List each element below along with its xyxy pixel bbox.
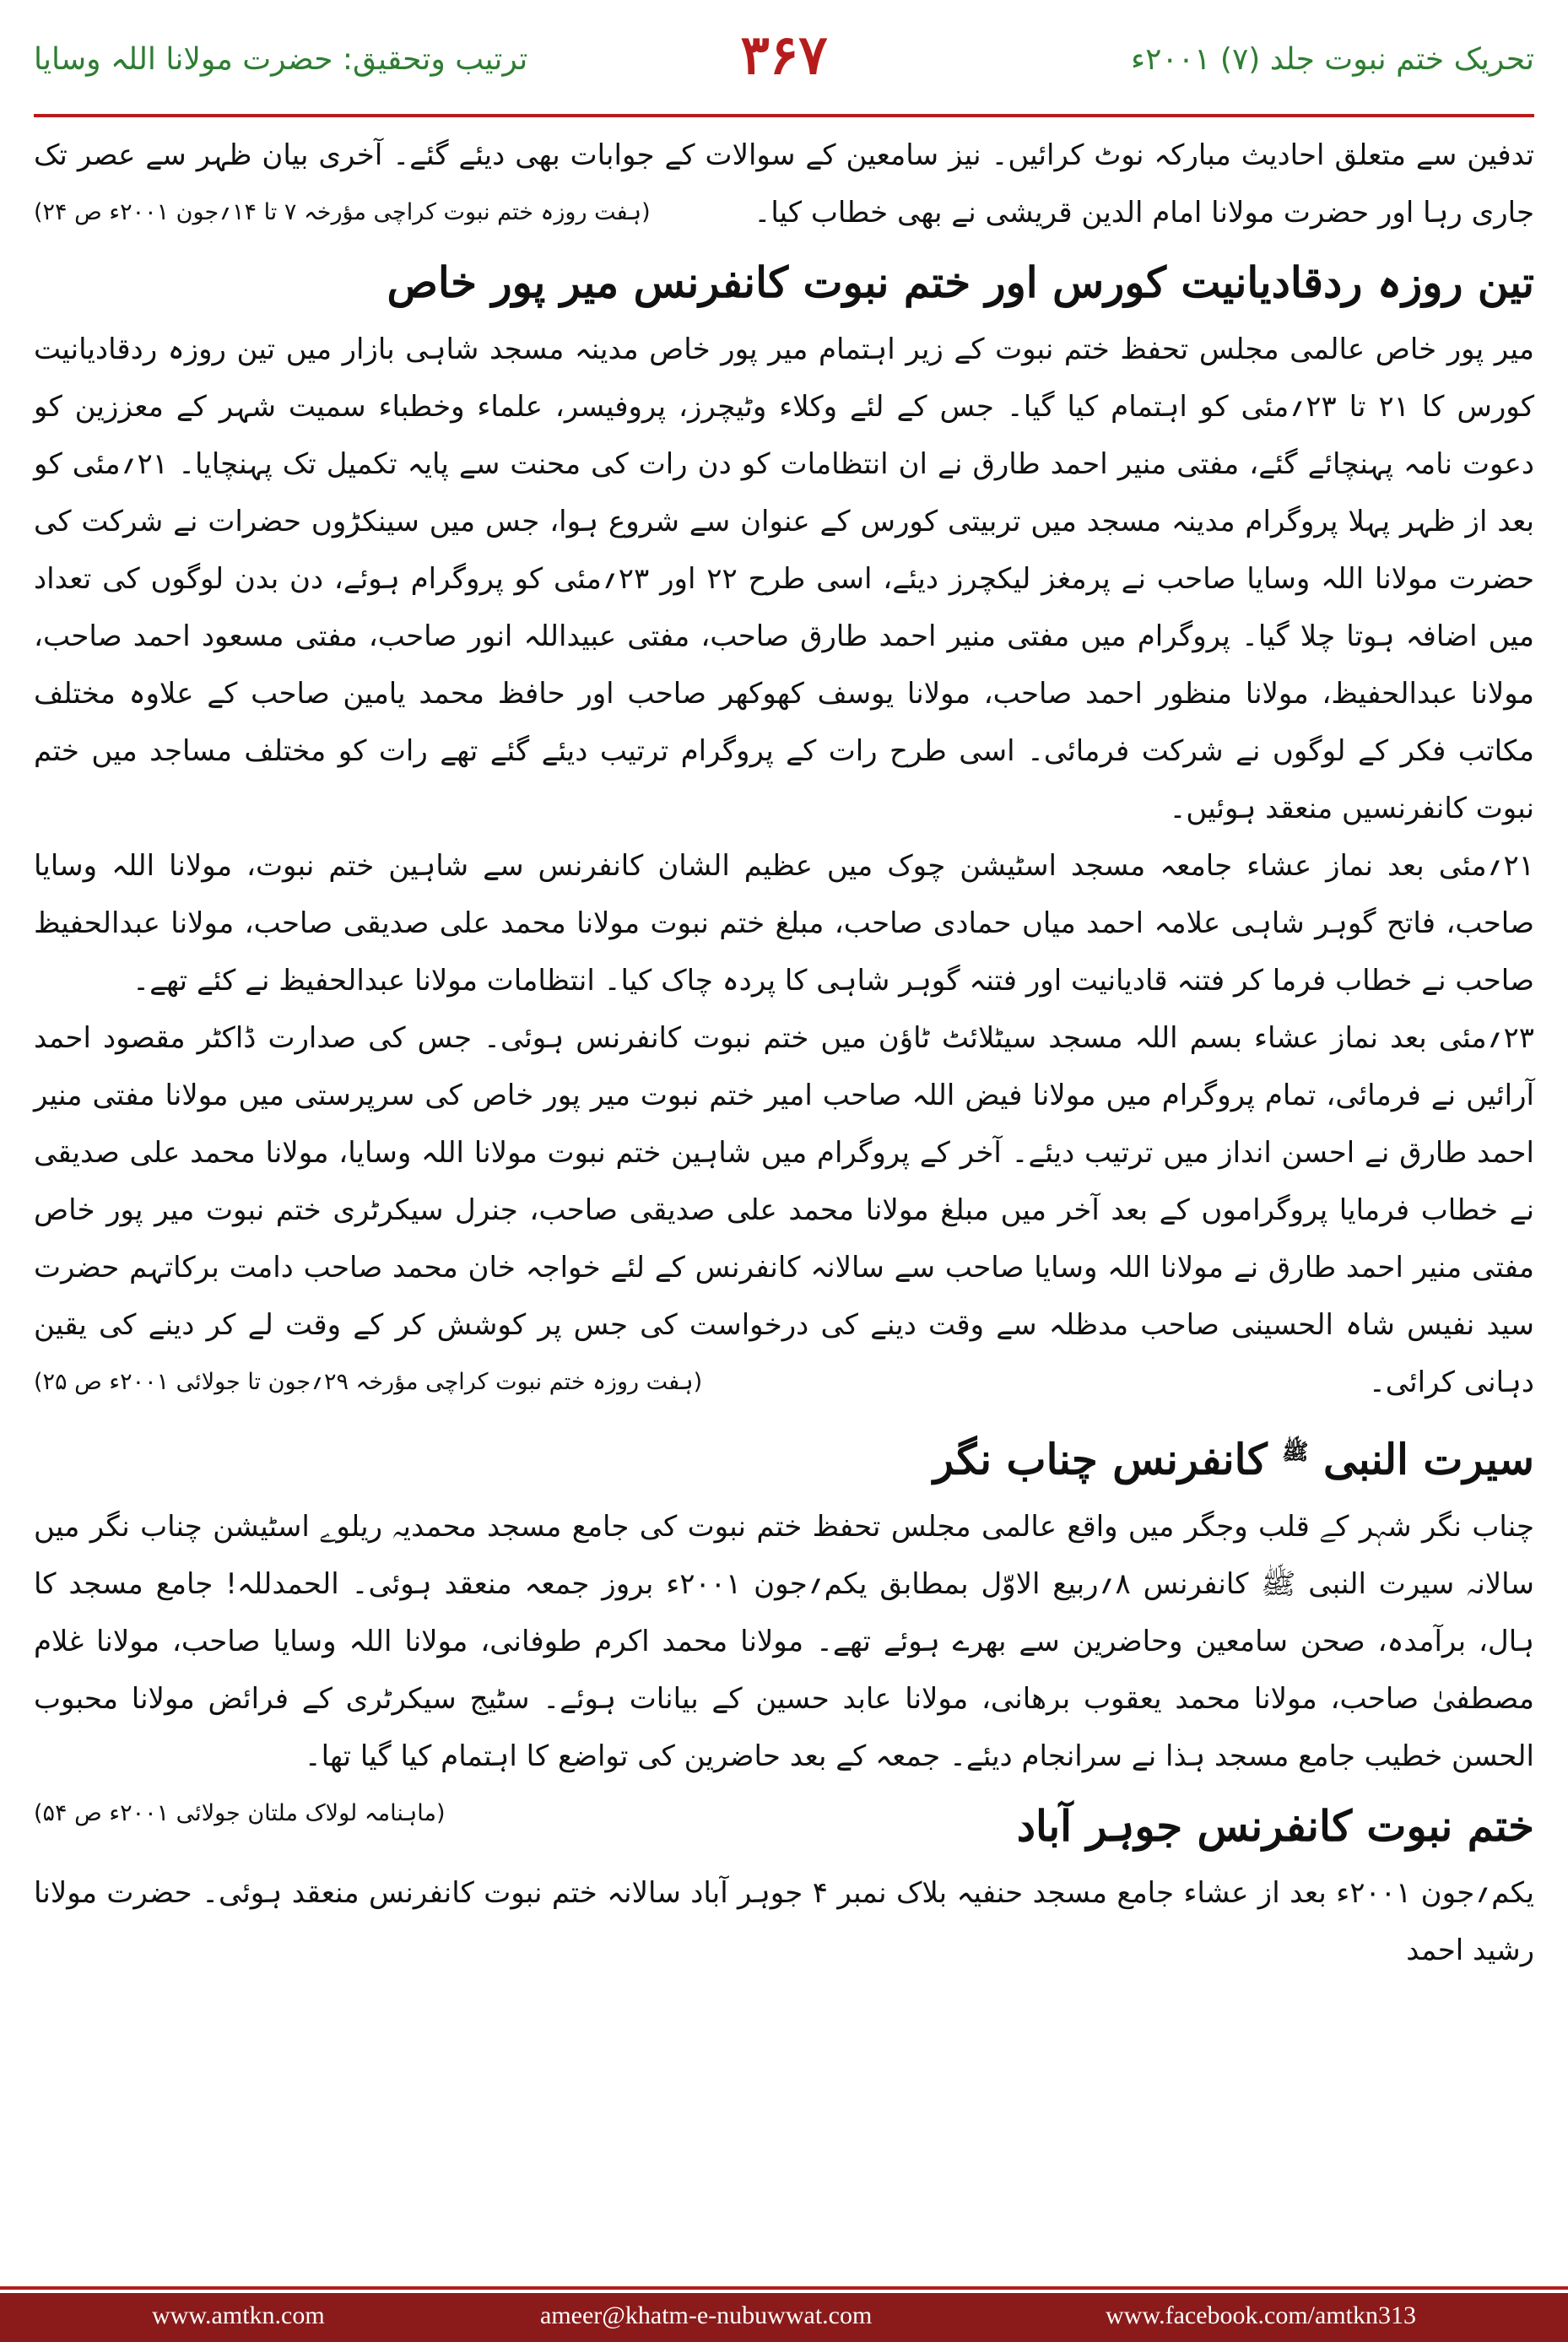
- footer-divider: [0, 2286, 1568, 2290]
- compiler-credit: ترتیب وتحقیق: حضرت مولانا اللہ وسایا: [34, 42, 528, 77]
- paragraph-text: ۲۳؍مئی بعد نماز عشاء بسم اللہ مسجد سیٹلائٹ ٹاؤن میں ختم نبوت کانفرنس ہوئی۔ جس کی صدارت ڈاکٹر مقصود احمد آرائیں نے فرمائی، تمام پروگرام میں مولانا فیض اللہ صاحب امیر ختم نبوت میر پور خاص کی سرپرستی میں مولانا مفتی منیر احمد طارق نے احسن انداز میں ترتیب دیئے۔ آخر کے پروگرام میں شاہین ختم نبوت مولانا اللہ وسایا، مولانا محمد علی صدیقی نے خطاب فرمایا پروگراموں کے بعد آخر میں مبلغ مولانا محمد علی صدیقی صاحب، جنرل سیکرٹری ختم نبوت میر پور خاص مفتی منیر احمد طارق نے مولانا اللہ وسایا صاحب سے سالانہ کانفرنس کے لئے خواجہ خان محمد صاحب دامت برکاتہم حضرت سید نفیس شاہ الحسینی صاحب مدظلہ سے وقت دینے کی درخواست کی جس پر کوشش کر کے وقت لے کر دینے کی یقین دہانی کرائی۔: [34, 1021, 1534, 1399]
- source-citation: (ہفت روزہ ختم نبوت کراچی مؤرخہ ۲۹؍جون تا جولائی ۲۰۰۱ء ص ۲۵): [34, 1369, 703, 1395]
- footer-email-link[interactable]: ameer@khatm-e-nubuwwat.com: [540, 2301, 873, 2329]
- paragraph: [34, 837, 1534, 1009]
- paragraph-text: ۲۱؍مئی بعد نماز عشاء جامعہ مسجد اسٹیشن چوک میں عظیم الشان کانفرنس سے شاہین ختم نبوت، مولانا اللہ وسایا صاحب، فاتح گوہر شاہی علامہ احمد میاں حمادی صاحب، مبلغ ختم نبوت مولانا محمد علی صدیقی صاحب، مولانا عبدالحفیظ صاحب نے خطاب فرما کر فتنہ قادیانیت اور فتنہ گوہر شاہی کا پردہ چاک کیا۔ انتظامات مولانا عبدالحفیظ نے کئے تھے۔: [34, 849, 1534, 998]
- page-number: ۳۶۷: [740, 24, 828, 87]
- source-citation: (ہفت روزہ ختم نبوت کراچی مؤرخہ ۷ تا ۱۴؍جون ۲۰۰۱ء ص ۲۴): [34, 199, 651, 225]
- section-heading: [34, 1414, 1534, 1498]
- section-heading-text: سیرت النبی: [1322, 1434, 1534, 1485]
- paragraph-text: میر پور خاص عالمی مجلس تحفظ ختم نبوت کے زیر اہتمام میر پور خاص مدینہ مسجد شاہی بازار میں تین روزہ ردقادیانیت کورس کا ۲۱ تا ۲۳؍مئی کو اہتمام کیا گیا۔ جس کے لئے وکلاء وٹیچرز، پروفیسر، علماء وخطباء سمیت شہر کے معززین کو دعوت نامہ پہنچائے گئے، مفتی منیر احمد طارق نے ان انتظامات کو دن رات کی محنت سے پایہ تکمیل تک پہنچایا۔ ۲۱؍مئی کو بعد از ظہر پہلا پروگرام مدینہ مسجد میں تربیتی کورس کے عنوان سے شروع ہوا، جس میں سینکڑوں حضرات نے شرکت کی حضرت مولانا اللہ وسایا صاحب نے پرمغز لیکچرز دیئے، اسی طرح ۲۲ اور ۲۳؍مئی کو پروگرام ہوئے، دن بدن لوگوں کی تعداد میں اضافہ ہوتا چلا گیا۔ پروگرام میں مفتی منیر احمد طارق صاحب، مفتی عبیداللہ انور صاحب، مفتی مسعود احمد صاحب، مولانا عبدالحفیظ، مولانا منظور احمد صاحب، مولانا یوسف کھوکھر صاحب اور حافظ محمد یامین صاحب کے علاوہ مختلف مکاتب فکر کے لوگوں نے شرکت فرمائی۔ اسی طرح رات کے پروگرام ترتیب دیئے گئے تھے رات کو مختلف مساجد میں ختم نبوت کانفرنسیں منعقد ہوئیں۔: [34, 333, 1535, 825]
- paragraph-text: چناب نگر شہر کے قلب وجگر میں واقع عالمی مجلس تحفظ ختم نبوت کی جامع مسجد محمدیہ ریلوے اسٹیشن چناب نگر میں سالانہ سیرت النبی ﷺ کانفرنس ۸؍ربیع الاوّل بمطابق یکم؍جون ۲۰۰۱ء بروز جمعہ منعقد ہوئی۔ الحمدللہ! جامع مسجد کا ہال، برآمدہ، صحن سامعین وحاضرین سے بھرے ہوئے تھے۔ مولانا محمد اکرم طوفانی، مولانا اللہ وسایا صاحب، مولانا غلام مصطفیٰ صاحب، مولانا محمد یعقوب برھانی، مولانا عابد حسین کے بیانات ہوئے۔ سٹیج سیکرٹری کے فرائض مولانا محبوب الحسن خطیب جامع مسجد ہذا نے سرانجام دیئے۔ جمعہ کے بعد حاضرین کی تواضع کا اہتمام کیا گیا تھا۔: [34, 1509, 1534, 1773]
- paragraph-text: تدفین سے متعلق احادیث مبارکہ نوٹ کرائیں۔ نیز سامعین کے سوالات کے جوابات بھی دیئے گئے۔ آخری بیان ظہر سے عصر تک جاری رہا اور حضرت مولانا امام الدین قریشی نے بھی خطاب کیا۔: [34, 138, 1534, 230]
- paragraph: [34, 127, 1534, 241]
- book-title: تحریک ختم نبوت جلد (۷) ۲۰۰۱ء: [1131, 42, 1534, 77]
- page-header: [34, 17, 1534, 110]
- page-footer: [0, 2293, 1568, 2342]
- paragraph: [34, 1009, 1534, 1411]
- paragraph: [34, 1864, 1534, 1979]
- footer-facebook-link[interactable]: www.facebook.com/amtkn313: [1106, 2301, 1416, 2329]
- footer-website-link[interactable]: www.amtkn.com: [152, 2301, 325, 2329]
- source-citation: (ماہنامہ لولاک ملتان جولائی ۲۰۰۱ء ص ۵۴): [34, 1799, 446, 1826]
- section-heading-text-cont: کانفرنس چناب نگر: [933, 1434, 1268, 1485]
- paragraph-text: یکم؍جون ۲۰۰۱ء بعد از عشاء جامع مسجد حنفیہ بلاک نمبر ۴ جوہر آباد سالانہ ختم نبوت کانفرنس منعقد ہوئی۔ حضرت مولانا رشید احمد: [34, 1875, 1534, 1967]
- section-heading-text: ختم نبوت کانفرنس جوہر آباد: [1016, 1800, 1534, 1851]
- section-heading-text: تین روزہ ردقادیانیت کورس اور ختم نبوت کانفرنس میر پور خاص: [387, 257, 1534, 307]
- page-content: [34, 127, 1534, 2266]
- header-divider: [34, 114, 1534, 117]
- honorific-symbol: ﷺ: [1282, 1440, 1309, 1465]
- paragraph: [34, 321, 1534, 837]
- section-heading: [34, 245, 1534, 321]
